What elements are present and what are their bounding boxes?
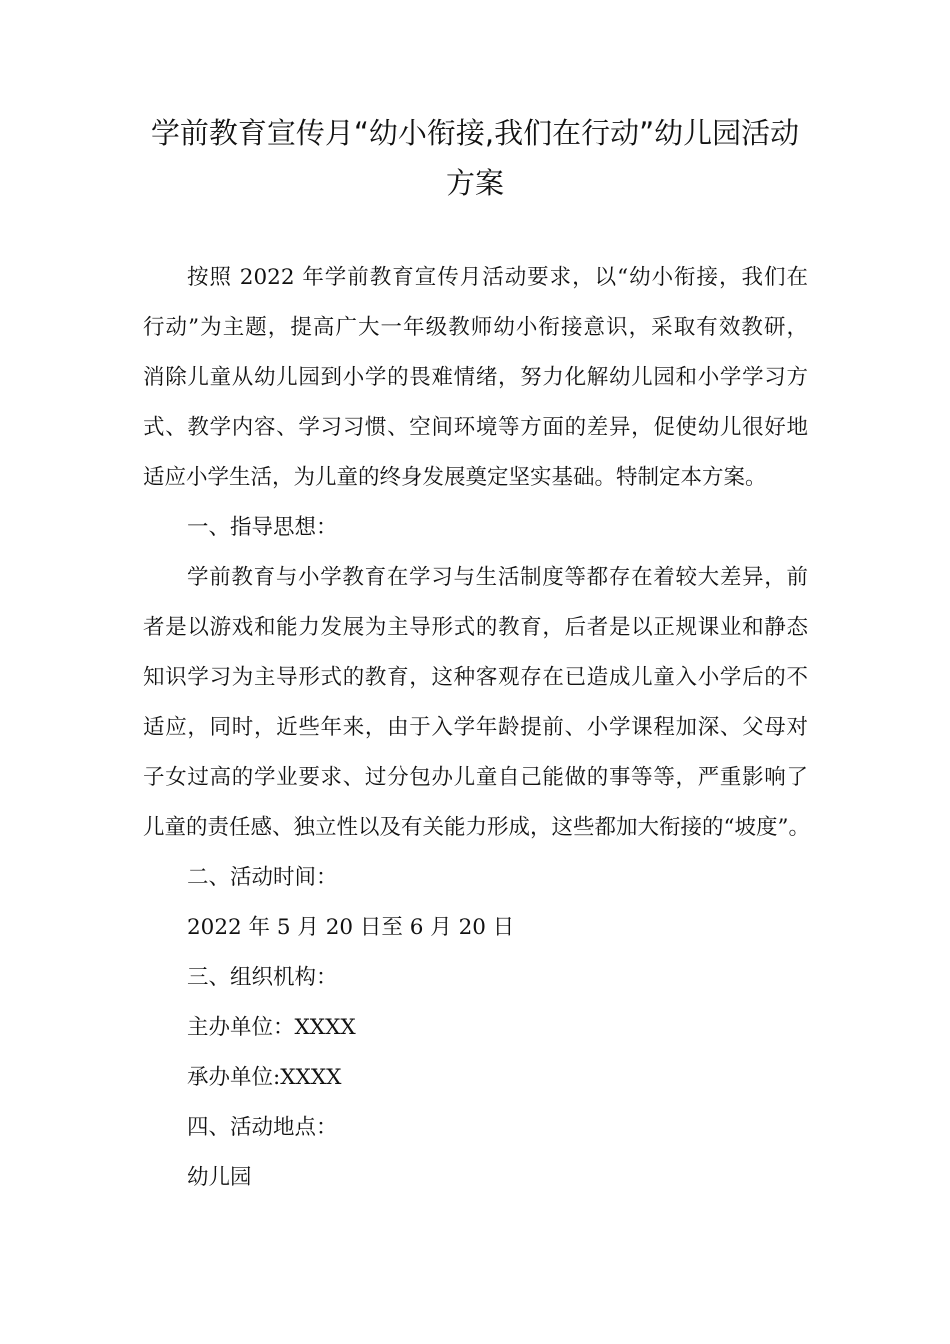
activity-location-text: 幼儿园 [187,1165,252,1190]
guiding-line: 学前教育与小学教育在学习与生活制度等都存在着较大差异，前 [187,565,808,590]
title-line-2: 方案 [445,166,504,200]
guiding-line: 适应，同时，近些年来，由于入学年龄提前、小学课程加深、父母对 [143,715,808,740]
document-body [143,253,808,1203]
intro-line: 按照 2022 年学前教育宣传月活动要求，以“幼小衔接，我们在 [187,265,808,290]
organizer-unit-text: 承办单位:XXXX [187,1065,342,1090]
section-heading-organization: 三、组织机构： [187,965,338,990]
document-title [120,108,830,208]
intro-paragraph [143,253,808,503]
section-heading-guiding-ideology: 一、指导思想： [187,515,338,540]
section-heading-activity-location: 四、活动地点： [187,1115,338,1140]
guiding-line: 子女过高的学业要求、过分包办儿童自己能做的事等等，严重影响了 [143,765,808,790]
guiding-ideology-paragraph [143,553,808,853]
title-line-1: 学前教育宣传月“幼小衔接,我们在行动”幼儿园活动 [150,116,800,150]
guiding-line: 儿童的责任感、独立性以及有关能力形成，这些都加大衔接的“坡度”。 [143,815,810,840]
intro-line: 适应小学生活，为儿童的终身发展奠定坚实基础。特制定本方案。 [143,465,767,490]
intro-line: 行动”为主题，提高广大一年级教师幼小衔接意识，采取有效教研， [143,315,808,340]
intro-line: 式、教学内容、学习习惯、空间环境等方面的差异，促使幼儿很好地 [143,415,808,440]
intro-line: 消除儿童从幼儿园到小学的畏难情绪，努力化解幼儿园和小学学习方 [143,365,808,390]
section-heading-activity-time: 二、活动时间： [187,865,338,890]
guiding-line: 者是以游戏和能力发展为主导形式的教育，后者是以正规课业和静态 [143,615,808,640]
activity-time-text: 2022 年 5 月 20 日至 6 月 20 日 [187,915,515,940]
host-unit-text: 主办单位：XXXX [187,1015,356,1040]
guiding-line: 知识学习为主导形式的教育，这种客观存在已造成儿童入小学后的不 [143,665,808,690]
